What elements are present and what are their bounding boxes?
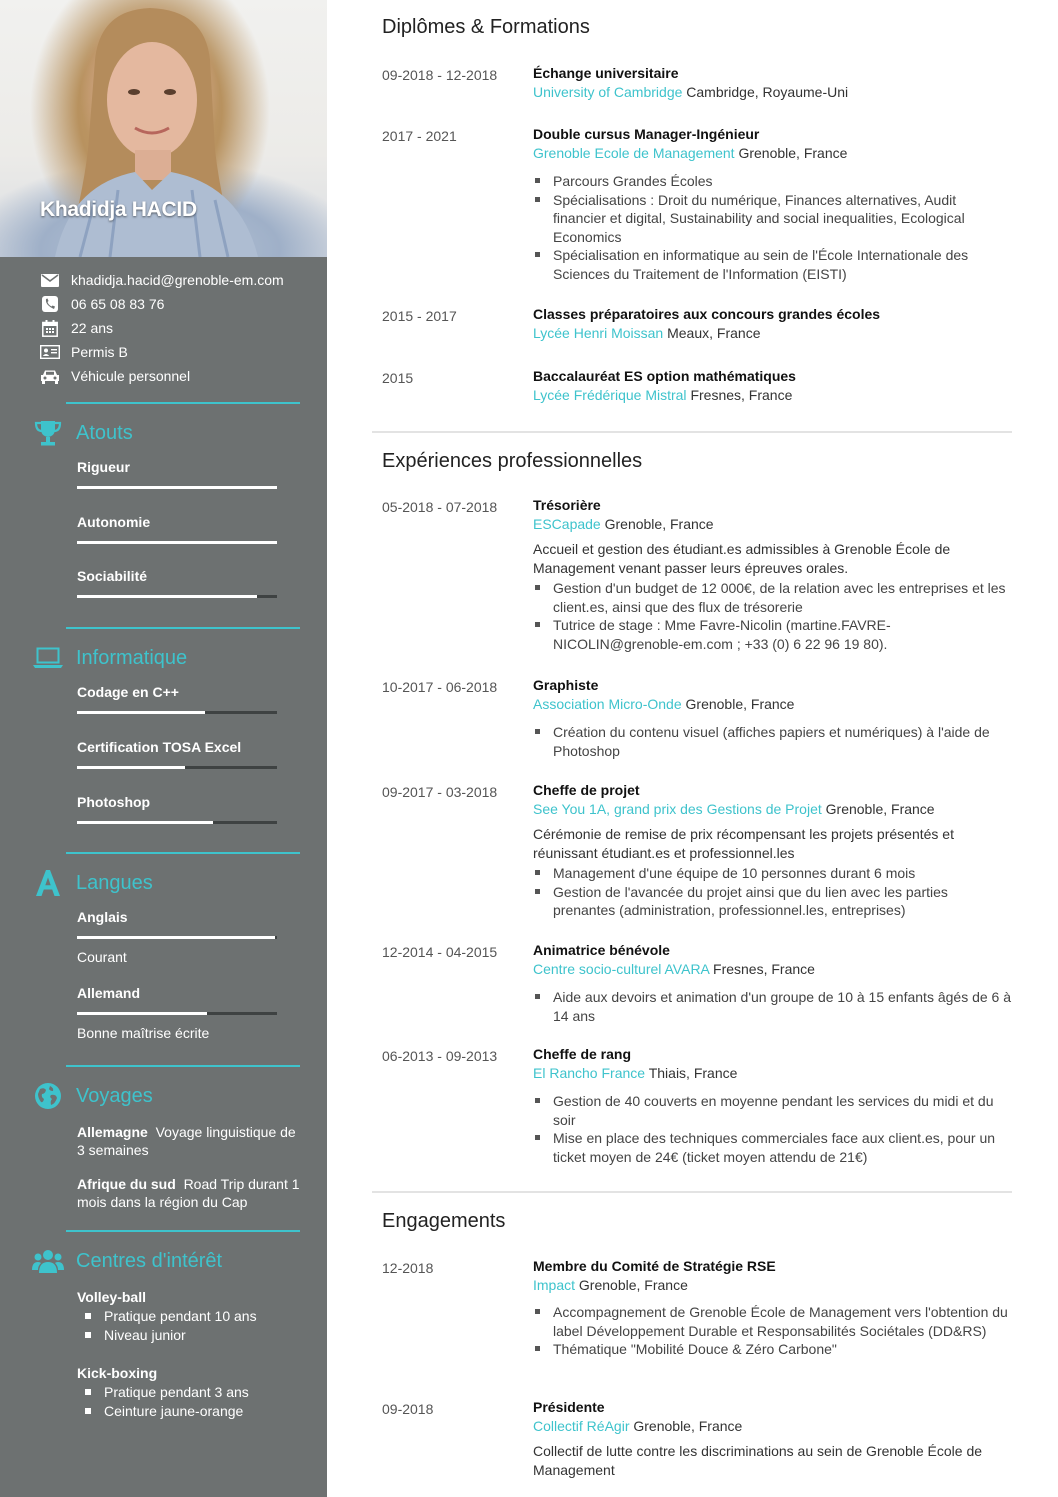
list-item: Management d'une équipe de 10 personnes durant 6 mois: [533, 864, 1011, 883]
skill-name: Autonomie: [77, 514, 151, 530]
entry-location: Grenoble, France: [633, 1418, 743, 1434]
contact-email[interactable]: [40, 268, 284, 292]
organization-link[interactable]: Lycée Henri Moissan: [533, 325, 664, 341]
organization-link[interactable]: ESCapade: [533, 516, 601, 532]
entry-title: Échange universitaire: [533, 65, 679, 81]
entry-points: [533, 1092, 1011, 1166]
list-item: Spécialisations : Droit du numérique, Finances alternatives, Audit financier et digital, Sustainability and social inequalities, Ecological Economics: [533, 191, 1011, 247]
entry-location: Grenoble, France: [738, 145, 848, 161]
language-bar-fill: [77, 1012, 207, 1015]
contact-license: [40, 340, 284, 364]
entry-date: 06-2013 - 09-2013: [382, 1048, 498, 1064]
entry-location: Grenoble, France: [578, 1277, 688, 1293]
organization-link[interactable]: See You 1A, grand prix des Gestions de Projet: [533, 801, 822, 817]
entry-location: Fresnes, France: [690, 387, 793, 403]
interest-name: Volley-ball: [77, 1289, 146, 1305]
organization-link[interactable]: Collectif RéAgir: [533, 1418, 630, 1434]
entry-points: [533, 579, 1011, 653]
section-title: Voyages: [76, 1084, 153, 1107]
skill-item: [77, 568, 277, 584]
entry-date: 2015: [382, 370, 414, 386]
entry-title: Membre du Comité de Stratégie RSE: [533, 1258, 776, 1274]
list-item: Gestion de l'avancée du projet ainsi que du lien avec les parties prenantes (administration, professionnel.les, entreprises): [533, 883, 1011, 920]
phone-text: 06 65 08 83 76: [71, 296, 165, 312]
list-item: Mise en place des techniques commerciales face aux client.es, pour un ticket moyen de 24€ (ticket moyen attendu de 21€): [533, 1129, 1011, 1166]
entry-date: 09-2018 - 12-2018: [382, 67, 498, 83]
entry-date: 2015 - 2017: [382, 308, 457, 324]
list-item: Thématique "Mobilité Douce & Zéro Carbone": [533, 1340, 1011, 1359]
profile-name: Khadidja HACID: [40, 198, 197, 221]
organization-link[interactable]: Grenoble Ecole de Management: [533, 145, 735, 161]
skill-bar: [77, 486, 277, 489]
license-text: Permis B: [71, 344, 128, 360]
sidebar: [0, 0, 327, 1497]
section-divider: [372, 1191, 1012, 1193]
skill-bar-fill: [77, 821, 213, 824]
globe-icon: [32, 1081, 64, 1111]
skill-name: Certification TOSA Excel: [77, 739, 242, 755]
entry-location: Grenoble, France: [825, 801, 935, 817]
section-divider: [372, 431, 1012, 433]
travel-item: [77, 1175, 302, 1211]
entry-description: Accueil et gestion des étudiant.es admissibles à Grenoble École de Management venant passer leurs épreuves orales.: [533, 541, 951, 576]
skill-bar: [77, 766, 277, 769]
sidebar-divider: [66, 852, 300, 854]
entry-date: 09-2018: [382, 1401, 434, 1417]
skill-item: [77, 514, 277, 530]
entry-title: Présidente: [533, 1399, 605, 1415]
entry-description: Collectif de lutte contre les discriminations au sein de Grenoble École de Management: [533, 1443, 983, 1478]
skill-bar: [77, 595, 277, 598]
list-item: Création du contenu visuel (affiches papiers et numériques) à l'aide de Photoshop: [533, 723, 1011, 760]
skill-bar-fill: [77, 486, 277, 489]
list-item: Pratique pendant 10 ans: [77, 1307, 257, 1326]
interest-item: [77, 1363, 249, 1421]
language-item: [77, 909, 277, 965]
email-text: khadidja.hacid@grenoble-em.com: [71, 272, 284, 288]
travel-item: [77, 1123, 302, 1159]
age-text: 22 ans: [71, 320, 114, 336]
section-title: Informatique: [76, 646, 188, 669]
language-item: [77, 985, 277, 1041]
language-bar: [77, 936, 277, 939]
entry-title: Classes préparatoires aux concours grandes écoles: [533, 306, 881, 322]
envelope-icon: [40, 272, 60, 288]
skill-name: Photoshop: [77, 794, 151, 810]
list-item: Gestion de 40 couverts en moyenne pendant les services du midi et du soir: [533, 1092, 1011, 1129]
list-item: Ceinture jaune-orange: [77, 1402, 249, 1421]
sidebar-divider: [66, 627, 300, 629]
calendar-icon: [40, 320, 60, 336]
entry-title: Trésorière: [533, 497, 601, 513]
section-title: Langues: [76, 871, 153, 894]
section-title: Atouts: [76, 421, 133, 444]
section-voyages-heading: [32, 1081, 153, 1111]
interest-item: [77, 1287, 257, 1345]
entry-points: [533, 172, 1011, 283]
entry-title: Baccalauréat ES option mathématiques: [533, 368, 796, 384]
section-heading-experiences: Expériences professionnelles: [382, 450, 643, 472]
skill-item: [77, 459, 277, 475]
entry-title: Double cursus Manager-Ingénieur: [533, 126, 760, 142]
contact-vehicle: [40, 364, 284, 388]
entry-title: Cheffe de rang: [533, 1046, 632, 1062]
list-item: Niveau junior: [77, 1326, 257, 1345]
users-icon: [32, 1246, 64, 1276]
entry-location: Meaux, France: [667, 325, 761, 341]
skill-bar-fill: [77, 766, 185, 769]
section-atouts-heading: [32, 418, 133, 448]
entry-title: Animatrice bénévole: [533, 942, 670, 958]
phone-icon: [40, 296, 60, 312]
organization-link[interactable]: Centre socio-culturel AVARA: [533, 961, 710, 977]
travel-country: Afrique du sud: [77, 1176, 176, 1192]
list-item: Spécialisation en informatique au sein de l'École Internationale des Sciences du Traitement de l'Information (EISTI): [533, 246, 1011, 283]
vehicle-text: Véhicule personnel: [71, 368, 191, 384]
list-item: Pratique pendant 3 ans: [77, 1383, 249, 1402]
list-item: Accompagnement de Grenoble École de Management vers l'obtention du label Développement Durable et Responsabilités Sociétales (DD&RS): [533, 1303, 1011, 1340]
entry-date: 09-2017 - 03-2018: [382, 784, 498, 800]
travel-text: Road Trip durant 1 mois dans la région du Cap: [77, 1176, 300, 1210]
entry-location: Cambridge, Royaume-Uni: [686, 84, 849, 100]
section-langues-heading: [32, 868, 153, 898]
skill-bar: [77, 541, 277, 544]
skill-bar-fill: [77, 595, 257, 598]
entry-date: 05-2018 - 07-2018: [382, 499, 498, 515]
laptop-icon: [32, 643, 64, 673]
language-bar: [77, 1012, 277, 1015]
car-icon: [40, 368, 60, 384]
entry-date: 2017 - 2021: [382, 128, 457, 144]
trophy-icon: [32, 418, 64, 448]
skill-name: Sociabilité: [77, 568, 148, 584]
skill-bar-fill: [77, 711, 205, 714]
letter-a-icon: [32, 868, 64, 898]
list-item: Tutrice de stage : Mme Favre-Nicolin (martine.FAVRE-NICOLIN@grenoble-em.com ; +33 (0) 6 22 96 19 80).: [533, 616, 1011, 653]
entry-location: Grenoble, France: [685, 696, 795, 712]
language-bar-fill: [77, 936, 275, 939]
entry-title: Graphiste: [533, 677, 599, 693]
interest-points: [77, 1307, 257, 1345]
skill-item: [77, 684, 277, 700]
profile-photo: [0, 0, 327, 257]
entry-points: [533, 864, 1011, 920]
section-informatique-heading: [32, 643, 187, 673]
entry-points: [533, 988, 1011, 1025]
entry-location: Fresnes, France: [713, 961, 815, 977]
entry-points: [533, 1303, 1011, 1359]
travel-text: Voyage linguistique de 3 semaines: [77, 1124, 296, 1158]
language-level: Courant: [77, 949, 127, 965]
language-name: Anglais: [77, 909, 128, 925]
organization-link[interactable]: El Rancho France: [533, 1065, 646, 1081]
id-card-icon: [40, 344, 60, 360]
skill-bar: [77, 821, 277, 824]
list-item: Aide aux devoirs et animation d'un groupe de 10 à 15 enfants âgés de 6 à 14 ans: [533, 988, 1011, 1025]
section-interets-heading: [32, 1246, 222, 1276]
contact-phone[interactable]: [40, 292, 284, 316]
skill-bar: [77, 711, 277, 714]
entry-description: Cérémonie de remise de prix récompensant les projets présentés et réunissant étudiant.es et professionnel.les: [533, 826, 954, 861]
entry-points: [533, 723, 1011, 760]
sidebar-divider: [66, 1230, 300, 1232]
travel-country: Allemagne: [77, 1124, 148, 1140]
list-item: Gestion d'un budget de 12 000€, de la relation avec les entreprises et les client.es, ainsi que des flux de trésorerie: [533, 579, 1011, 616]
list-item: Parcours Grandes Écoles: [533, 172, 1011, 191]
language-level: Bonne maîtrise écrite: [77, 1025, 210, 1041]
skill-bar-fill: [77, 541, 277, 544]
organization-link[interactable]: Association Micro-Onde: [533, 696, 682, 712]
organization-link[interactable]: Lycée Frédérique Mistral: [533, 387, 687, 403]
section-title: Centres d'intérêt: [76, 1249, 223, 1272]
skill-item: [77, 739, 277, 755]
language-name: Allemand: [77, 985, 141, 1001]
interest-points: [77, 1383, 249, 1421]
entry-date: 10-2017 - 06-2018: [382, 679, 498, 695]
entry-date: 12-2014 - 04-2015: [382, 944, 498, 960]
organization-link[interactable]: Impact: [533, 1277, 576, 1293]
sidebar-divider: [66, 402, 300, 404]
interest-name: Kick-boxing: [77, 1365, 158, 1381]
entry-location: Grenoble, France: [604, 516, 714, 532]
skill-name: Codage en C++: [77, 684, 179, 700]
entry-location: Thiais, France: [648, 1065, 738, 1081]
skill-name: Rigueur: [77, 459, 130, 475]
section-heading-engagements: Engagements: [382, 1210, 506, 1232]
sidebar-divider: [66, 1065, 300, 1067]
skill-item: [77, 794, 277, 810]
contact-info: [40, 268, 284, 388]
organization-link[interactable]: University of Cambridge: [533, 84, 683, 100]
contact-age: [40, 316, 284, 340]
entry-title: Cheffe de projet: [533, 782, 640, 798]
section-heading-formations: Diplômes & Formations: [382, 16, 590, 38]
entry-date: 12-2018: [382, 1260, 434, 1276]
